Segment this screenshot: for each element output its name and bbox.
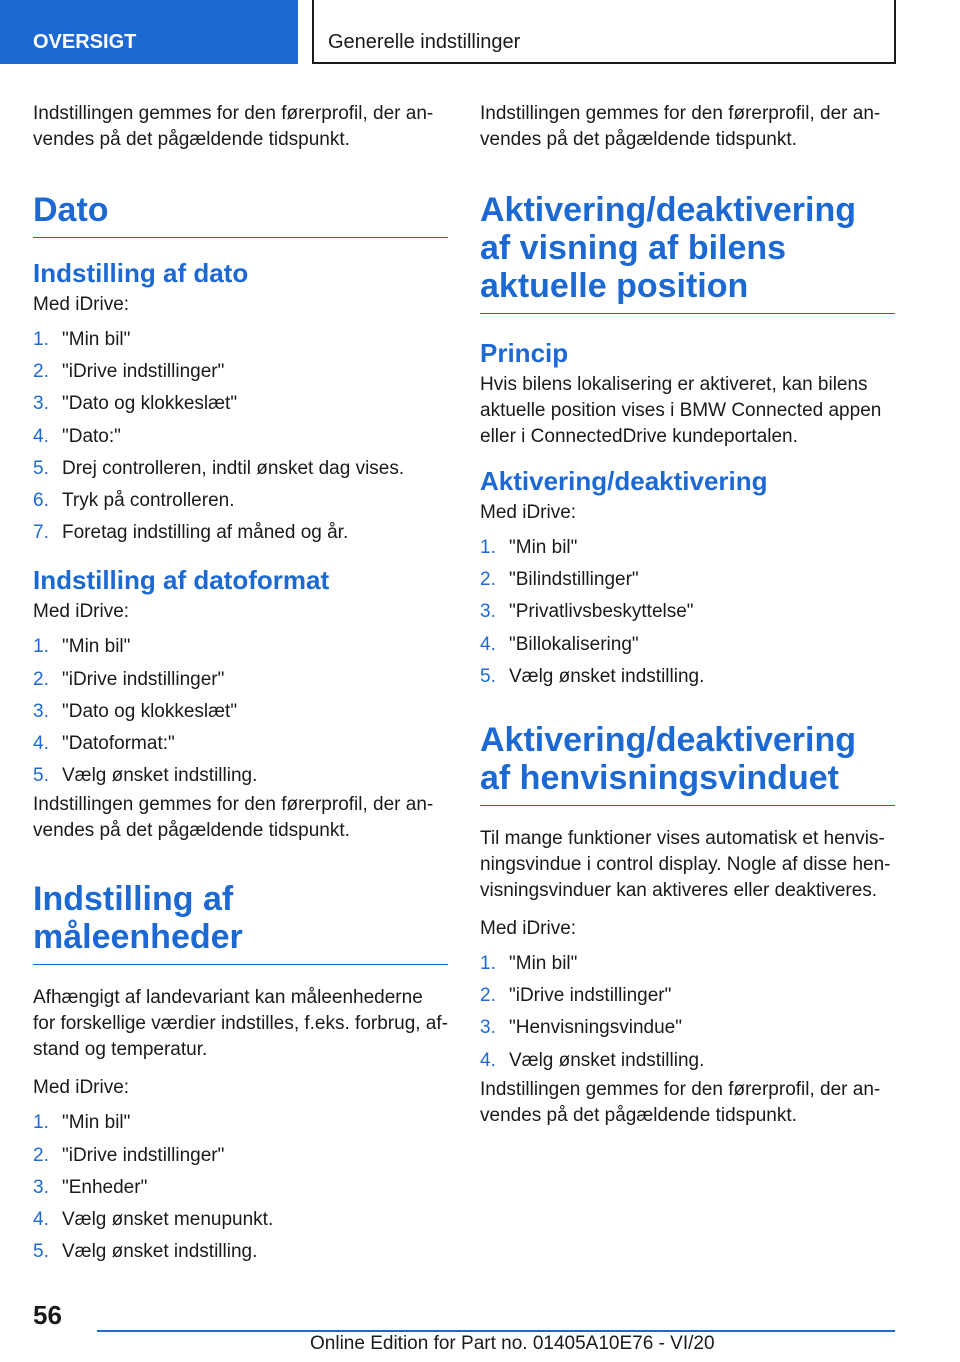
step-text: "Dato og klokkeslæt" — [62, 700, 238, 722]
step-item — [480, 661, 895, 693]
page-number: 56 — [33, 1300, 62, 1330]
units-intro: Afhængigt af landevariant kan måleenhederne for forskellige værdier indstilles, f.eks. forbrug, afstand og temperatur. — [33, 987, 448, 1061]
position-heading: Aktivering/deaktivering af visning af bilens aktuelle position — [480, 191, 895, 314]
step-text: "Enheder" — [62, 1176, 148, 1198]
principle-heading: Princip — [480, 338, 569, 368]
hint-steps — [480, 948, 895, 1077]
step-number: 3. — [33, 700, 49, 722]
step-item — [33, 517, 448, 549]
step-number: 5. — [33, 765, 49, 787]
step-number: 4. — [33, 425, 49, 447]
right-column — [480, 101, 895, 1141]
step-text: Foretag indstilling af måned og år. — [62, 522, 349, 544]
step-item — [480, 980, 895, 1012]
step-number: 4. — [33, 1209, 49, 1231]
hint-intro: Til mange funktioner vises automatisk et henvisningsvindue i control display. Nogle af disse henvisningsvinduer kan aktiveres eller deaktiveres. — [480, 828, 891, 902]
step-number: 2. — [33, 1144, 49, 1166]
step-text: "Min bil" — [62, 1112, 131, 1134]
step-text: Vælg ønsket indstilling. — [62, 1241, 258, 1263]
step-text: Vælg ønsket menupunkt. — [62, 1209, 274, 1231]
step-number: 1. — [33, 636, 49, 658]
step-number: 5. — [480, 665, 496, 687]
hint-note: Indstillingen gemmes for den førerprofil, der anvendes på det pågældende tidspunkt. — [480, 1078, 881, 1126]
step-item — [33, 1172, 448, 1204]
step-number: 1. — [33, 329, 49, 350]
units-steps — [33, 1107, 448, 1268]
step-item — [480, 948, 895, 980]
step-number: 4. — [480, 633, 496, 655]
step-item — [480, 564, 895, 596]
units-heading: Indstilling af måleenheder — [33, 880, 448, 965]
principle-text: Hvis bilens lokalisering er aktiveret, kan bilens aktuelle position vises i BMW Connected appen eller i ConnectedDrive kundeportalen. — [480, 374, 882, 447]
tab-overview[interactable]: OVERSIGT — [0, 0, 298, 64]
step-text: "Min bil" — [509, 537, 578, 558]
step-text: "Henvisningsvindue" — [509, 1017, 682, 1039]
dato-steps — [33, 324, 448, 549]
format-note: Indstillingen gemmes for den førerprofil, der anvendes på det pågældende tidspunkt. — [33, 794, 434, 842]
step-item — [33, 453, 448, 485]
step-item — [33, 631, 448, 663]
step-number: 3. — [33, 1176, 49, 1198]
format-steps — [33, 631, 448, 792]
step-item — [33, 388, 448, 420]
step-item — [33, 324, 448, 356]
left-column — [33, 101, 448, 1274]
step-number: 2. — [480, 569, 496, 591]
step-text: Vælg ønsket indstilling. — [509, 1049, 705, 1071]
step-number: 5. — [33, 457, 49, 479]
step-text: "iDrive indstillinger" — [62, 1144, 225, 1166]
step-item — [33, 664, 448, 696]
step-text: "iDrive indstillinger" — [62, 668, 225, 690]
step-text: "Min bil" — [509, 953, 578, 975]
step-item — [33, 485, 448, 517]
step-item — [33, 728, 448, 760]
step-text: "Privatlivsbeskyttelse" — [509, 601, 694, 623]
step-item — [480, 1045, 895, 1077]
step-number: 4. — [33, 733, 49, 755]
footer-divider — [97, 1330, 895, 1332]
step-item — [33, 1107, 448, 1139]
step-item — [480, 532, 895, 564]
step-number: 3. — [480, 1017, 496, 1039]
activation-heading: Aktivering/deaktivering — [480, 466, 768, 496]
step-item — [33, 760, 448, 792]
step-text: Vælg ønsket indstilling. — [509, 665, 705, 687]
step-text: Drej controlleren, indtil ønsket dag vises. — [62, 457, 405, 479]
step-number: 1. — [480, 537, 496, 558]
step-item — [33, 1204, 448, 1236]
step-text: "iDrive indstillinger" — [62, 361, 225, 383]
step-number: 5. — [33, 1241, 49, 1263]
step-number: 3. — [480, 601, 496, 623]
step-text: "Min bil" — [62, 329, 131, 350]
dato-setting-heading: Indstilling af dato — [33, 258, 249, 288]
step-number: 2. — [480, 985, 496, 1007]
step-number: 3. — [33, 393, 49, 415]
step-text: "Billokalisering" — [509, 633, 639, 655]
intro-note-right: Indstillingen gemmes for den førerprofil, der anvendes på det pågældende tidspunkt. — [480, 103, 881, 150]
step-item — [480, 1012, 895, 1044]
dato-heading: Dato — [33, 191, 448, 238]
step-text: Vælg ønsket indstilling. — [62, 765, 258, 787]
step-item — [480, 629, 895, 661]
step-text: Tryk på controlleren. — [62, 490, 235, 512]
dato-lead: Med iDrive: — [33, 294, 130, 315]
page-header — [0, 0, 960, 66]
section-title: Generelle indstillinger — [312, 0, 896, 64]
step-number: 4. — [480, 1049, 496, 1071]
step-number: 1. — [33, 1112, 49, 1134]
step-item — [33, 1236, 448, 1268]
hint-lead: Med iDrive: — [480, 918, 577, 940]
step-number: 7. — [33, 522, 49, 544]
edition-label: Online Edition for Part no. 01405A10E76 - VI/20 — [310, 1333, 715, 1354]
step-text: "Datoformat:" — [62, 733, 175, 755]
step-item — [480, 596, 895, 628]
step-text: "iDrive indstillinger" — [509, 985, 672, 1007]
units-lead: Med iDrive: — [33, 1077, 130, 1099]
format-lead: Med iDrive: — [33, 601, 130, 623]
intro-note: Indstillingen gemmes for den førerprofil, der anvendes på det pågældende tidspunkt. — [33, 103, 434, 150]
step-text: "Dato og klokkeslæt" — [62, 393, 238, 415]
step-number: 1. — [480, 953, 496, 975]
step-item — [33, 356, 448, 388]
step-item — [33, 696, 448, 728]
step-number: 2. — [33, 668, 49, 690]
step-item — [33, 1140, 448, 1172]
activation-lead: Med iDrive: — [480, 502, 577, 523]
format-heading: Indstilling af datoformat — [33, 565, 330, 596]
step-number: 6. — [33, 490, 49, 512]
step-item — [33, 421, 448, 453]
step-text: "Bilindstillinger" — [509, 569, 639, 591]
hint-heading: Aktivering/deaktivering af henvisningsvinduet — [480, 721, 895, 806]
activation-steps — [480, 532, 895, 693]
step-number: 2. — [33, 361, 49, 383]
step-text: "Min bil" — [62, 636, 131, 658]
step-text: "Dato:" — [62, 425, 121, 447]
